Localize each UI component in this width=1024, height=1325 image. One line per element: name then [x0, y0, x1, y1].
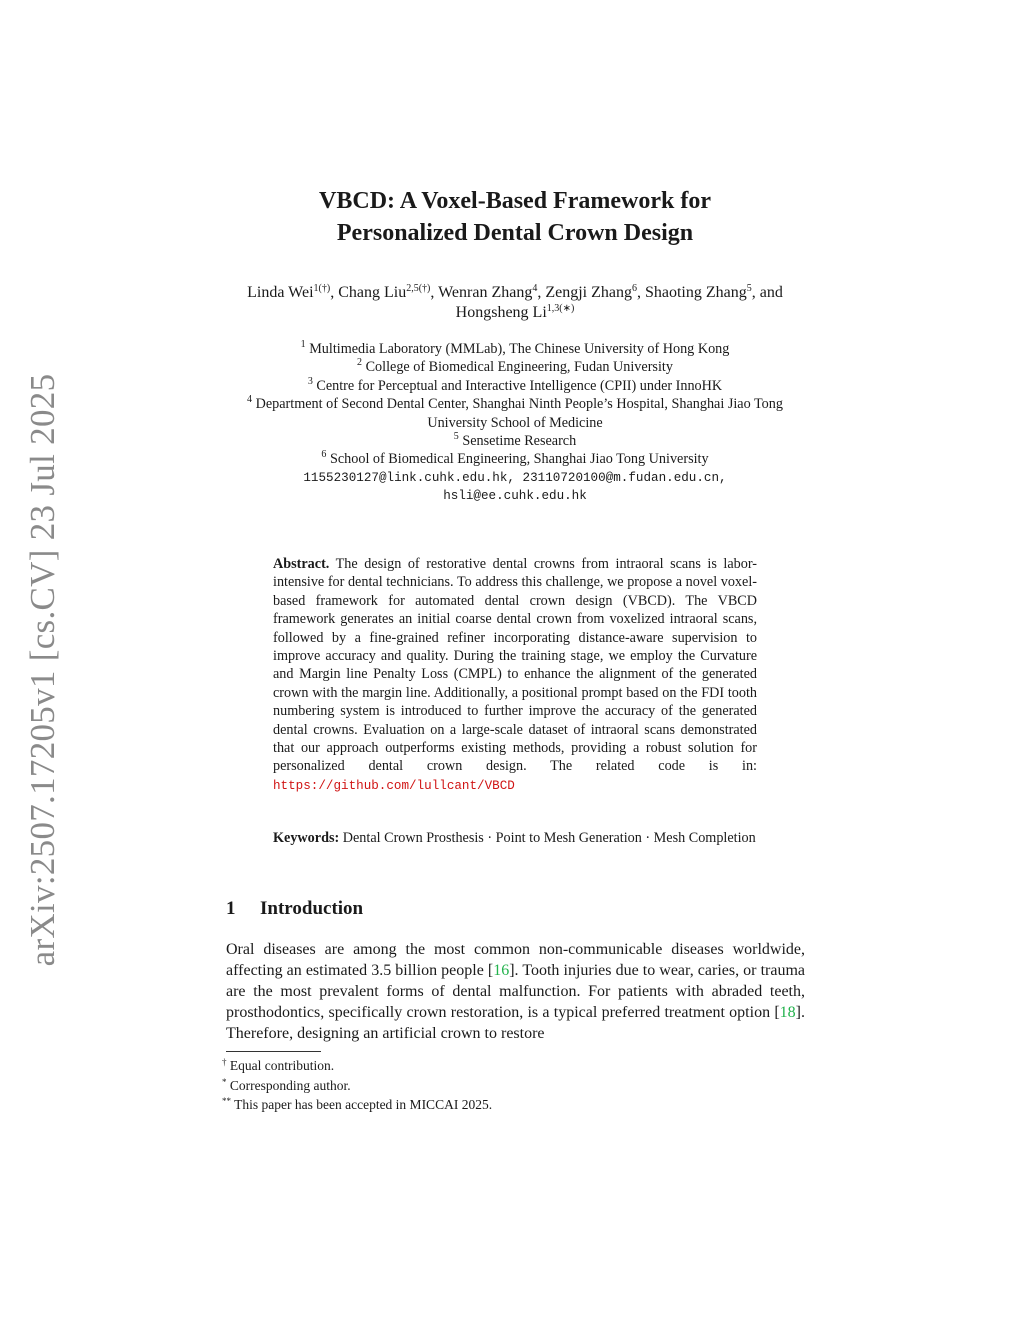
section-title: Introduction: [260, 898, 364, 919]
introduction-paragraph: Oral diseases are among the most common non-communicable diseases worldwide, affecting an estimated 3.5 billion people [16]. Tooth injuries due to wear, caries, or trauma are the most prevalent forms of dental malfunction. For patients with abraded teeth, prosthodontics, specifically crown restoration, is a typical preferred treatment option [18]. Therefore, designing an artificial crown to restore: [226, 941, 805, 1042]
affiliation: $^3$ Centre for Perceptual and Interactive Intelligence (CPII) under InnoHK: [307, 375, 723, 394]
email-addresses-line-1[interactable]: 1155230127@link.cuhk.edu.hk, 23110720100@m.fudan.edu.cn,: [303, 470, 727, 485]
arxiv-identifier: arXiv:2507.17205v1 [cs.CV] 23 Jul 2025: [23, 373, 62, 967]
affiliation: $^2$ College of Biomedical Engineering, Fudan University: [357, 357, 673, 376]
paper-title: [200, 185, 830, 249]
author-list: [240, 283, 790, 323]
keywords-label: Keywords:: [273, 830, 340, 846]
abstract-label: Abstract.: [273, 556, 330, 572]
abstract-text: The design of restorative dental crowns from intraoral scans is labor-intensive for dental technicians. To address this challenge, we propose a novel voxel-based framework for automated dental crown design (VBCD). The VBCD framework generates an initial coarse dental crown from voxelized intraoral scans, followed by a fine-grained refiner incorporating distance-aware supervision to improve accuracy and quality. During the training stage, we employ the Curvature and Margin line Penalty Loss (CMPL) to enhance the alignment of the generated crown with the margin line. Additionally, a positional prompt based on the FDI tooth numbering system is introduced to further improve the accuracy of the generated dental crowns. Evaluation on a large-scale dataset of intraoral scans demonstrated that our approach outperforms existing methods, providing a robust solution for personalized dental crown design. The related code is in:: [273, 556, 757, 775]
citation-link[interactable]: 18: [779, 1004, 796, 1021]
author: Hongsheng $Li^{1,3(∗)}$: [455, 303, 575, 321]
footnote: † Equal contribution.: [222, 1057, 335, 1073]
section-heading: [226, 898, 363, 920]
affiliations: [220, 340, 810, 506]
footnotes: [222, 1056, 492, 1115]
title-line-2: Personalized Dental Crown Design: [336, 220, 694, 246]
author: Wenran Zhang$^4$,: [438, 283, 546, 301]
code-link[interactable]: https://github.com/lullcant/VBCD: [273, 778, 515, 793]
affiliation: $^4$ Department of Second Dental Center, Shanghai Ninth People’s Hospital, Shanghai Jiao Tong University School of Medicine: [247, 394, 783, 431]
author: Zengji Zhang$^6$,: [545, 283, 645, 301]
keywords-text: Dental Crown Prosthesis · Point to Mesh Generation · Mesh Completion: [342, 830, 756, 846]
footnote: ** This paper has been accepted in MICCAI 2025.: [222, 1096, 493, 1112]
affiliation: $^6$ School of Biomedical Engineering, Shanghai Jiao Tong University: [321, 449, 709, 468]
author: Shaoting Zhang$^5$, and: [644, 283, 783, 301]
title-line-1: VBCD: A Voxel-Based Framework for: [319, 188, 711, 214]
arxiv-sidebar-stamp: [18, 373, 68, 967]
section-number: 1: [226, 898, 236, 919]
abstract: [273, 555, 757, 795]
citation-link[interactable]: 16: [493, 962, 510, 979]
footnote-divider: [226, 1051, 321, 1052]
author: Linda Wei$^{1(\dagger)}$,: [247, 283, 339, 301]
author: Chang Liu$^{2,5(\dagger)}$,: [338, 283, 439, 301]
footnote: * Corresponding author.: [222, 1076, 351, 1093]
email-addresses-line-2[interactable]: hsli@ee.cuhk.edu.hk: [443, 489, 587, 504]
affiliation: $^1$ Multimedia Laboratory (MMLab), The Chinese University of Hong Kong: [300, 339, 730, 357]
keywords: [273, 829, 757, 847]
affiliation: $^5$ Sensetime Research: [453, 431, 577, 450]
